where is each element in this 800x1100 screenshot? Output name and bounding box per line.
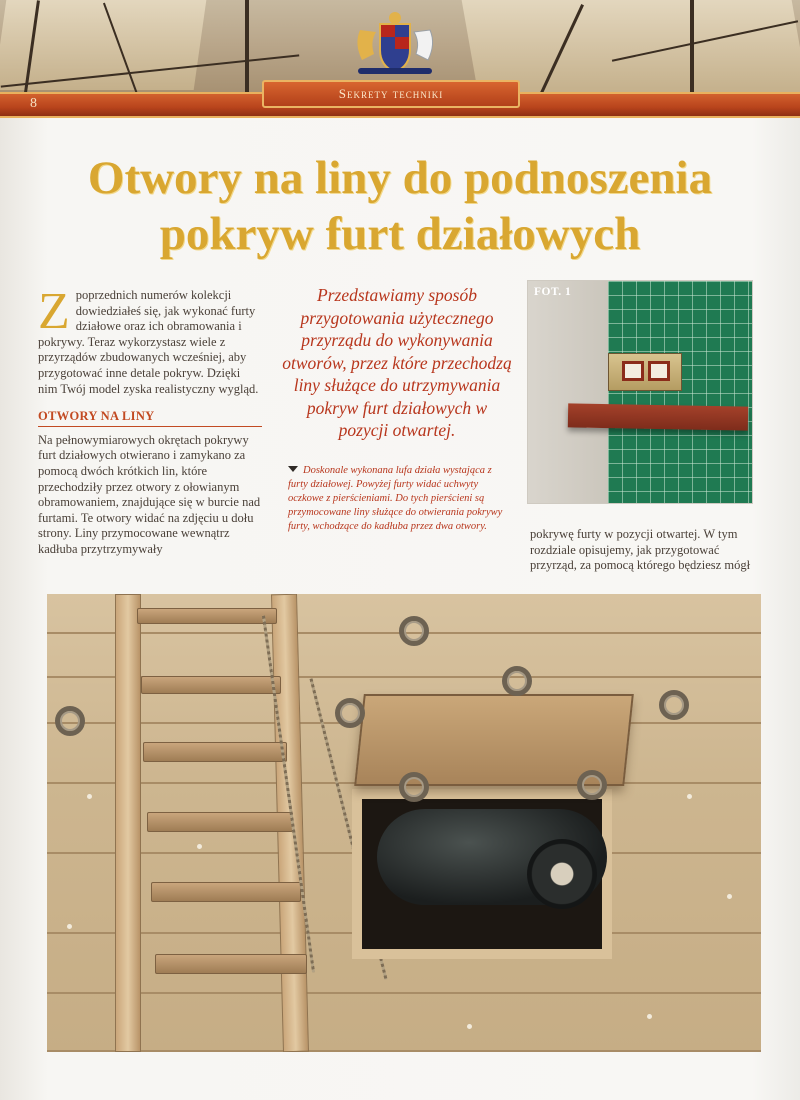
body-paragraph-left: Na pełnowymiarowych okrętach pokrywy furt działowych otwierano i zamykano za pomocą dwóch krótkich lin, które przechodziły przez otwory z ołowianym obramowaniem, znajdujące się w burcie nad furtami. Te otwory widać na zdjęciu u dołu strony. Liny przymocowane wewnątrz kadłuba przytrzymywały xyxy=(38,432,261,556)
ladder-rung xyxy=(151,882,301,902)
caption-text: Doskonale wykonana lufa działa wystająca z furty działowej. Powyżej furty widać uchwyty oczkowe z pierścieniami. Do tych pierścieni są przymocowane liny służące do otwierania pokrywy furty, wchodzące do kadłuba przez dwa otwory. xyxy=(288,465,503,532)
eye-bolt-ring xyxy=(399,772,429,802)
page-title xyxy=(60,150,740,262)
intro-paragraph: poprzednich numerów kolekcji dowiedziałeś się, jak wykonać furty działowe oraz ich obramowania i pokrywy. Teraz wykorzystasz wiele z przyrządów zbudowanych wcześniej, aby przygotować inne detale pokryw. Dzięki nim Twój model zyska realistyczny wygląd. xyxy=(38,288,259,396)
section-tab: Sekrety techniki xyxy=(262,80,520,108)
jig-slot xyxy=(622,361,644,381)
ladder-rail-left xyxy=(115,594,141,1052)
eye-bolt-ring xyxy=(335,698,365,728)
page-number: 8 xyxy=(30,96,37,111)
eye-bolt-ring xyxy=(659,690,689,720)
cutting-mat xyxy=(608,281,753,504)
photo-background xyxy=(528,281,618,504)
ladder-rung xyxy=(155,954,307,974)
ladder-rung xyxy=(143,742,287,762)
photo-caption xyxy=(288,464,510,534)
caption-pointer-icon xyxy=(288,466,298,472)
gunport-photo xyxy=(47,594,761,1052)
left-column xyxy=(38,283,262,558)
ladder-rung xyxy=(137,608,277,624)
ladder-rung xyxy=(141,676,281,694)
photo-fot-1 xyxy=(527,280,753,504)
ladder-rung xyxy=(147,812,293,832)
lead-paragraph: Przedstawiamy sposób przygotowania użytecznego przyrządu do wykonywania otworów, przez które przechodzą liny służące do utrzymywania pokryw furt działowych w pozycji otwartej. xyxy=(282,285,512,440)
eye-bolt-ring xyxy=(399,616,429,646)
title-line-1: Otwory na liny do podnoszenia xyxy=(87,152,713,204)
drop-cap: Z xyxy=(38,283,70,340)
subheading: OTWORY NA LINY xyxy=(38,409,262,427)
eye-bolt-ring xyxy=(502,666,532,696)
eye-bolt-ring xyxy=(55,706,85,736)
cannon-muzzle xyxy=(527,839,597,909)
photo-label: FOT. 1 xyxy=(534,286,572,298)
jig-block xyxy=(608,353,682,391)
title-line-2: pokryw furt działowych xyxy=(159,208,641,260)
wooden-strip xyxy=(568,403,748,430)
jig-slot xyxy=(648,361,670,381)
eye-bolt-ring xyxy=(577,770,607,800)
royal-coat-of-arms-icon xyxy=(340,10,450,80)
body-paragraph-right: pokrywę furty w pozycji otwartej. W tym rozdziale opisujemy, jak przygotować przyrząd, za pomocą którego będziesz mógł xyxy=(530,527,751,573)
